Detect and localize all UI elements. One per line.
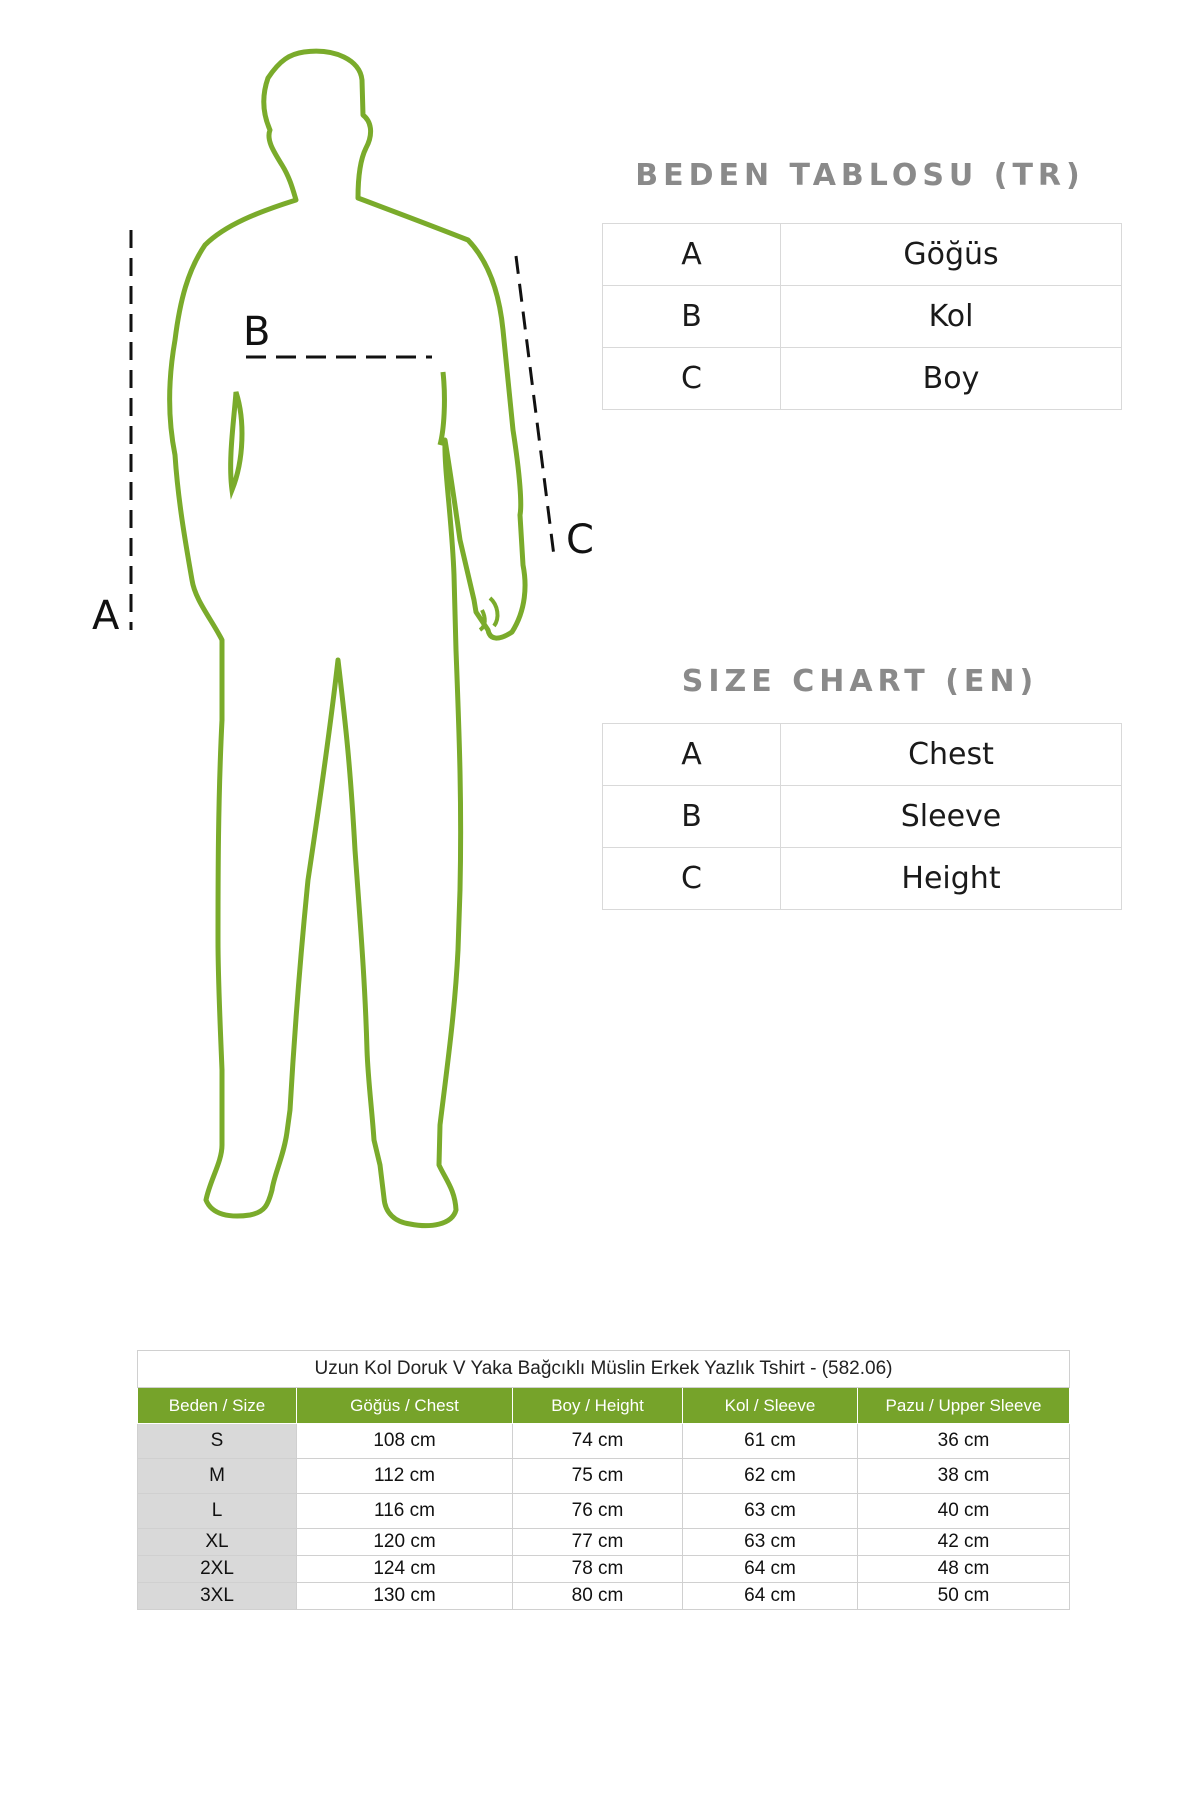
legend-en-table <box>602 723 1122 910</box>
table-cell: 64 cm <box>683 1583 858 1610</box>
legend-tr-table <box>602 223 1122 410</box>
legend-en-row <box>603 786 1122 848</box>
legend-tr-row <box>603 224 1122 286</box>
table-cell: 120 cm <box>297 1529 513 1556</box>
size-cell: M <box>138 1459 297 1494</box>
table-cell: 42 cm <box>858 1529 1070 1556</box>
legend-en-title: SIZE CHART (EN) <box>681 664 1039 699</box>
legend-value: Kol <box>781 286 1122 348</box>
size-table <box>137 1350 1070 1610</box>
marker-c: C <box>566 517 594 563</box>
table-row <box>138 1556 1070 1583</box>
person-silhouette <box>170 51 525 1225</box>
legend-en-row <box>603 848 1122 910</box>
table-cell: 112 cm <box>297 1459 513 1494</box>
table-cell: 40 cm <box>858 1494 1070 1529</box>
size-table-header <box>138 1388 1070 1424</box>
table-row <box>138 1529 1070 1556</box>
table-cell: 63 cm <box>683 1494 858 1529</box>
column-header-size: Beden / Size <box>138 1388 297 1424</box>
table-cell: 62 cm <box>683 1459 858 1494</box>
column-header-upper-sleeve: Pazu / Upper Sleeve <box>858 1388 1070 1424</box>
size-cell: 3XL <box>138 1583 297 1610</box>
legend-key: A <box>603 724 781 786</box>
legend-tr-row <box>603 348 1122 410</box>
table-cell: 50 cm <box>858 1583 1070 1610</box>
size-cell: L <box>138 1494 297 1529</box>
body-figure <box>0 0 600 1260</box>
marker-a: A <box>92 593 120 639</box>
legend-value: Göğüs <box>781 224 1122 286</box>
table-cell: 116 cm <box>297 1494 513 1529</box>
column-header-chest: Göğüs / Chest <box>297 1388 513 1424</box>
table-cell: 75 cm <box>513 1459 683 1494</box>
table-cell: 63 cm <box>683 1529 858 1556</box>
table-row <box>138 1459 1070 1494</box>
column-header-height: Boy / Height <box>513 1388 683 1424</box>
table-row <box>138 1494 1070 1529</box>
table-cell: 78 cm <box>513 1556 683 1583</box>
table-cell: 124 cm <box>297 1556 513 1583</box>
legend-key: C <box>603 848 781 910</box>
table-cell: 108 cm <box>297 1424 513 1459</box>
table-cell: 130 cm <box>297 1583 513 1610</box>
table-row <box>138 1424 1070 1459</box>
legend-en-row <box>603 724 1122 786</box>
table-cell: 64 cm <box>683 1556 858 1583</box>
legend-value: Boy <box>781 348 1122 410</box>
legend-tr-row <box>603 286 1122 348</box>
table-cell: 38 cm <box>858 1459 1070 1494</box>
marker-b: B <box>243 309 271 355</box>
table-cell: 48 cm <box>858 1556 1070 1583</box>
legend-key: B <box>603 286 781 348</box>
legend-value: Height <box>781 848 1122 910</box>
size-cell: S <box>138 1424 297 1459</box>
table-cell: 77 cm <box>513 1529 683 1556</box>
size-table-section <box>137 1350 1069 1610</box>
legend-key: A <box>603 224 781 286</box>
body-outline-illustration <box>0 0 600 1260</box>
table-cell: 36 cm <box>858 1424 1070 1459</box>
legend-key: C <box>603 348 781 410</box>
size-table-caption: Uzun Kol Doruk V Yaka Bağcıklı Müslin Erkek Yazlık Tshirt - (582.06) <box>138 1351 1070 1388</box>
legend-value: Chest <box>781 724 1122 786</box>
legend-tr-title: BEDEN TABLOSU (TR) <box>635 158 1085 193</box>
table-cell: 80 cm <box>513 1583 683 1610</box>
size-cell: XL <box>138 1529 297 1556</box>
legend-value: Sleeve <box>781 786 1122 848</box>
table-cell: 74 cm <box>513 1424 683 1459</box>
size-cell: 2XL <box>138 1556 297 1583</box>
table-cell: 61 cm <box>683 1424 858 1459</box>
legend-key: B <box>603 786 781 848</box>
table-cell: 76 cm <box>513 1494 683 1529</box>
column-header-sleeve: Kol / Sleeve <box>683 1388 858 1424</box>
table-row <box>138 1583 1070 1610</box>
